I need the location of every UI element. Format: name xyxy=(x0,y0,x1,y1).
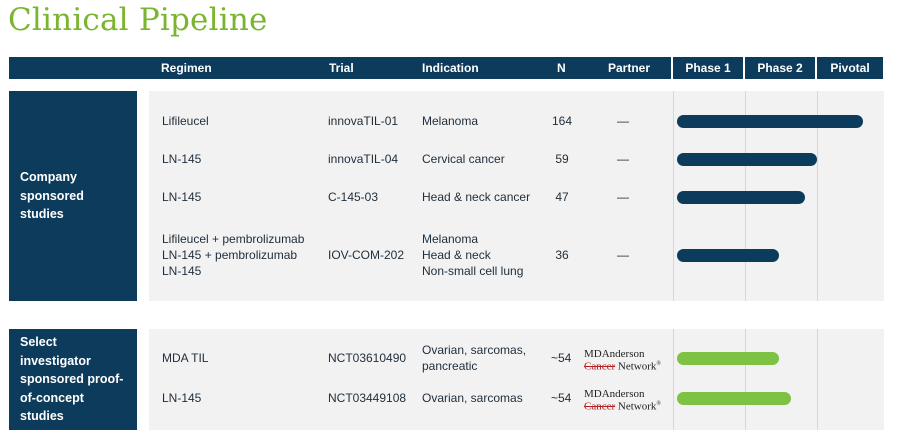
n-cell: 59 xyxy=(555,152,569,166)
indication-cell xyxy=(422,113,478,129)
header-trial: Trial xyxy=(329,61,354,75)
partner-cell: — xyxy=(617,248,629,262)
header-n: N xyxy=(557,61,566,75)
phase-divider xyxy=(745,329,746,430)
trial-cell: innovaTIL-04 xyxy=(328,152,399,166)
phase-progress-bar xyxy=(677,153,817,166)
header-regimen: Regimen xyxy=(161,61,212,75)
text-line: Melanoma xyxy=(422,114,479,128)
regimen-cell xyxy=(162,390,201,406)
text-line: Head & neck cancer xyxy=(422,190,531,204)
trial-cell: NCT03449108 xyxy=(328,391,407,405)
company-section-label xyxy=(9,91,137,301)
partner-logo-network: Network xyxy=(615,360,657,373)
indication-cell xyxy=(422,231,523,279)
partner-logo xyxy=(584,349,661,372)
partner-logo-tm: ® xyxy=(656,401,661,407)
header-indication: Indication xyxy=(422,61,479,75)
investigator-label-text: Select investigator sponsored proof-of-concept studies xyxy=(20,335,124,424)
phase-progress-bar xyxy=(677,249,779,262)
indication-cell xyxy=(422,390,523,406)
header-partner: Partner xyxy=(608,61,651,75)
text-line: Head & neck xyxy=(422,248,491,262)
text-line: LN-145 + pembrolizumab xyxy=(162,248,298,262)
regimen-cell xyxy=(162,231,304,279)
partner-logo-network: Network xyxy=(615,400,657,413)
investigator-section-label xyxy=(9,329,137,430)
partner-cell: — xyxy=(617,114,629,128)
phase-progress-bar xyxy=(677,392,791,405)
text-line: LN-145 xyxy=(162,190,202,204)
trial-cell: NCT03610490 xyxy=(328,351,407,365)
indication-cell xyxy=(422,189,530,205)
n-cell: ~54 xyxy=(551,351,572,365)
page-title: Clinical Pipeline xyxy=(8,2,268,38)
company-label-text: Company sponsored studies xyxy=(20,170,84,222)
partner-cell: — xyxy=(617,152,629,166)
partner-logo-tm: ® xyxy=(656,361,661,367)
phase-divider xyxy=(817,329,818,430)
phase-progress-bar xyxy=(677,115,863,128)
text-line: Lifileucel xyxy=(162,114,209,128)
partner-logo-cancer: Cancer xyxy=(584,400,616,413)
phase-divider xyxy=(673,91,674,301)
trial-cell: IOV-COM-202 xyxy=(328,248,405,262)
partner-logo-line2 xyxy=(584,359,661,372)
n-cell: 164 xyxy=(551,114,573,128)
text-line: LN-145 xyxy=(162,264,202,278)
header-pivotal: Pivotal xyxy=(830,61,870,75)
indication-cell xyxy=(422,342,526,374)
text-line: Cervical cancer xyxy=(422,152,505,166)
header-phase1: Phase 1 xyxy=(685,61,731,75)
partner-logo-line1: MDAnderson xyxy=(584,348,645,360)
n-cell: 36 xyxy=(555,248,569,262)
regimen-cell xyxy=(162,350,208,366)
trial-cell: innovaTIL-01 xyxy=(328,114,399,128)
text-line: Ovarian, sarcomas, xyxy=(422,343,527,357)
text-line: pancreatic xyxy=(422,359,478,373)
text-line: Non-small cell lung xyxy=(422,264,524,278)
phase-progress-bar xyxy=(677,191,805,204)
trial-cell: C-145-03 xyxy=(328,190,379,204)
indication-cell xyxy=(422,151,505,167)
n-cell: 47 xyxy=(555,190,569,204)
header-phase2: Phase 2 xyxy=(757,61,803,75)
table-header xyxy=(9,57,883,79)
partner-cell: — xyxy=(617,190,629,204)
n-cell: ~54 xyxy=(551,391,572,405)
text-line: Melanoma xyxy=(422,232,479,246)
text-line: Ovarian, sarcomas xyxy=(422,391,523,405)
partner-logo-line1: MDAnderson xyxy=(584,388,645,400)
text-line: LN-145 xyxy=(162,391,202,405)
text-line: LN-145 xyxy=(162,152,202,166)
regimen-cell xyxy=(162,113,209,129)
partner-logo-cancer: Cancer xyxy=(584,360,616,373)
text-line: Lifileucel + pembrolizumab xyxy=(162,232,305,246)
regimen-cell xyxy=(162,151,201,167)
text-line: MDA TIL xyxy=(162,351,209,365)
regimen-cell xyxy=(162,189,201,205)
partner-logo-line2 xyxy=(584,399,661,412)
phase-divider xyxy=(673,329,674,430)
phase-progress-bar xyxy=(677,352,779,365)
partner-logo xyxy=(584,389,661,412)
